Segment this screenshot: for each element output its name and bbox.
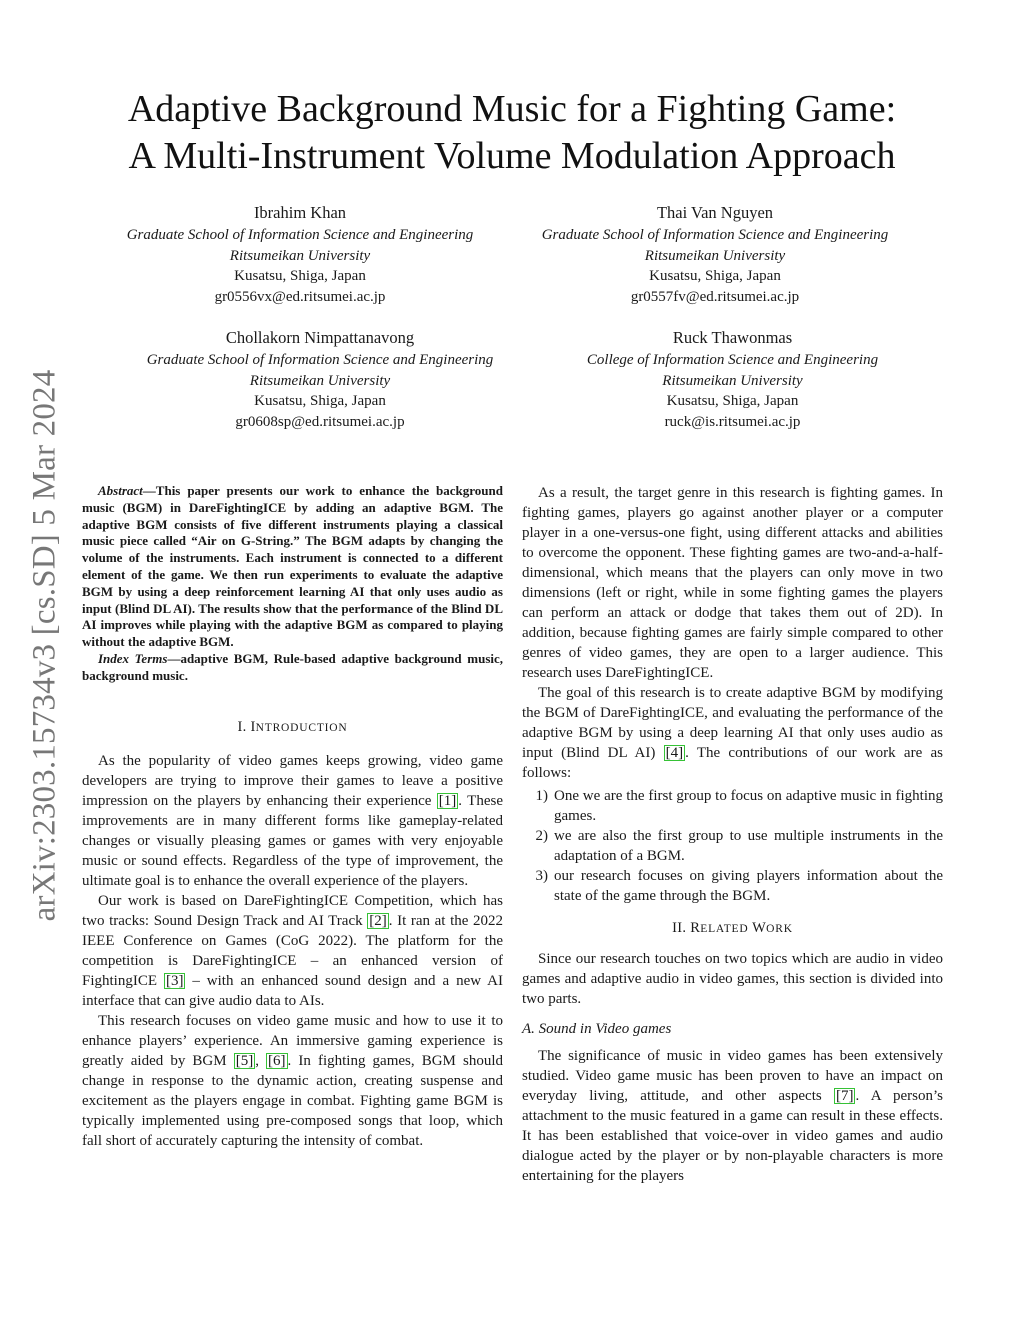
author-affiliation: Graduate School of Information Science and Engineering bbox=[126, 227, 474, 243]
list-item: 1) One we are the first group to focus on adaptive music in fighting games. bbox=[535, 788, 943, 824]
author-affiliation: Graduate School of Information Science and Engineering bbox=[146, 352, 494, 368]
author-email: ruck@is.ritsumei.ac.jp bbox=[664, 413, 801, 430]
subsection-heading: A. Sound in Video games bbox=[522, 1021, 672, 1037]
abstract-text: —This paper presents our work to enhance the background music (BGM) in DareFightingICE by adding an adaptive BGM. The adaptive BGM consists of five different instruments playing a classical music piece called “Air on G-String.” The BGM adapts by changing the volume of the instruments. Each instrument is connected to a different element of the game. We then run experiments to evaluate the adaptive BGM by using a deep reinforcement learning AI that only uses audio as input (Blind DL AI). The results show that the performance of the Blind DL AI improves while playing with the adaptive BGM as compared to playing without the adaptive BGM. bbox=[82, 483, 503, 650]
citation-link[interactable]: [7] bbox=[835, 1088, 854, 1104]
citation-link[interactable]: [6] bbox=[268, 1052, 286, 1069]
paragraph: As the popularity of video games keeps growing, video game developers are trying to improve their games to leave a positive impression on the players by enhancing their experience [1] . These improvements are in many different forms like gameplay-related changes or visually pleasing games or games with very enjoyable music or sound effects. Regardless of the type of improvement, the ultimate goal is to enhance the overall experience of the players. bbox=[82, 752, 503, 889]
author-affiliation: Graduate School of Information Science and Engineering bbox=[541, 227, 889, 243]
index-terms bbox=[82, 651, 503, 685]
author-block bbox=[80, 202, 520, 307]
author-location: Kusatsu, Shiga, Japan bbox=[254, 393, 386, 409]
paragraph: Our work is based on DareFightingICE Competition, which has two tracks: Sound Design Track and AI Track [2] . It ran at the 2022 IEEE Conference on Games (CoG 2022). The platform for the competition is DareFightingICE – an enhanced version of FightingICE [3] – with an enhanced sound design and a new AI interface that can give audio data to AIs. bbox=[82, 892, 504, 1009]
author-name: Ibrahim Khan bbox=[253, 203, 347, 222]
citation-link[interactable]: [3] bbox=[165, 972, 184, 989]
section-heading-introduction: I. INTRODUCTION bbox=[237, 718, 348, 735]
author-location: Kusatsu, Shiga, Japan bbox=[234, 268, 366, 284]
section-heading-related-work: II. RELATED WORK bbox=[672, 920, 793, 936]
author-university: Ritsumeikan University bbox=[229, 247, 371, 264]
author-name: Chollakorn Nimpattanavong bbox=[225, 328, 415, 347]
author-email: gr0557fv@ed.ritsumei.ac.jp bbox=[630, 288, 800, 305]
arxiv-identifier bbox=[20, 360, 70, 930]
author-name: Ruck Thawonmas bbox=[672, 328, 793, 347]
citation-link[interactable]: [5] bbox=[235, 1052, 254, 1069]
abstract bbox=[82, 483, 503, 651]
author-university: Ritsumeikan University bbox=[249, 372, 391, 389]
list-item: 3) our research focuses on giving players information about the state of the game through the BGM. bbox=[535, 868, 943, 904]
citation-link[interactable]: [1] bbox=[438, 792, 457, 809]
index-terms-text: —adaptive BGM, Rule-based adaptive background music, background music. bbox=[82, 650, 504, 683]
paragraph: As a result, the target genre in this research is fighting games. In fighting games, players go against another player or a computer player in a one-versus-one fight, using different attacks and abilities to overcome the opponent. These fighting games are two-and-a-half-dimensional, which means that the players can only move in two dimensions (left or right, while in some fighting games the players can perform an attack or dodge that takes them out of 2D). In addition, because fighting games are fairly simple compared to other genres of video games, they are open to a larger audience. This research uses DareFightingICE. bbox=[522, 485, 943, 681]
title-line-1: Adaptive Background Music for a Fighting Game: bbox=[127, 88, 897, 130]
author-university: Ritsumeikan University bbox=[644, 247, 786, 264]
author-email: gr0608sp@ed.ritsumei.ac.jp bbox=[235, 413, 405, 430]
author-university: Ritsumeikan University bbox=[662, 372, 803, 389]
paragraph: Since our research touches on two topics which are audio in video games and adaptive audio in video games, this section is divided into two parts. bbox=[522, 951, 943, 1007]
author-block bbox=[500, 202, 930, 307]
left-column bbox=[82, 483, 503, 1151]
abstract-label: Abstract bbox=[98, 483, 143, 498]
author-affiliation: College of Information Science and Engineering bbox=[586, 352, 879, 368]
arxiv-id-text: arXiv:2303.15734v3 [cs.SD] 5 Mar 2024 bbox=[26, 369, 63, 921]
author-block bbox=[100, 327, 540, 432]
paragraph: This research focuses on video game music and how to use it to enhance players’ experience. An immersive gaming experience is greatly aided by BGM [5] , [6] . In fighting games, BGM should change in response to the dynamic action, creating suspense and excitement as the players engage in combat. Fighting game BGM is typically implemented using pre-composed songs that loop, which fall short of accurately capturing the intensity of combat. bbox=[82, 1012, 503, 1149]
right-column bbox=[522, 483, 943, 1186]
citation-link[interactable]: [4] bbox=[665, 745, 684, 761]
title-line-2: A Multi-Instrument Volume Modulation Approach bbox=[128, 135, 896, 177]
paragraph: The goal of this research is to create adaptive BGM by modifying the BGM of DareFightingICE, and evaluating the performance of the adaptive BGM by using a deep learning AI that only uses audio as input (Blind DL AI) [4] . The contributions of our work are as follows: bbox=[522, 685, 943, 781]
index-terms-label: Index Terms bbox=[98, 650, 168, 666]
citation-link[interactable]: [2] bbox=[369, 912, 387, 929]
author-location: Kusatsu, Shiga, Japan bbox=[666, 393, 799, 409]
author-name: Thai Van Nguyen bbox=[656, 203, 774, 222]
paper-title bbox=[60, 86, 964, 180]
author-email: gr0556vx@ed.ritsumei.ac.jp bbox=[214, 288, 386, 305]
author-location: Kusatsu, Shiga, Japan bbox=[649, 268, 781, 284]
list-item: 2) we are also the first group to use multiple instruments in the adaptation of a BGM. bbox=[535, 828, 943, 864]
contributions-list bbox=[522, 786, 943, 906]
paragraph: The significance of music in video games has been extensively studied. Video game music has been proven to have an impact on everyday living, attitude, and other aspects [7] . A person’s attachment to the music featured in a game can result in these effects. It has been established that voice-over in video games and audio dialogue acted by the player or by non-playable characters is more entertaining for the players bbox=[522, 1048, 943, 1184]
author-block bbox=[540, 327, 925, 432]
